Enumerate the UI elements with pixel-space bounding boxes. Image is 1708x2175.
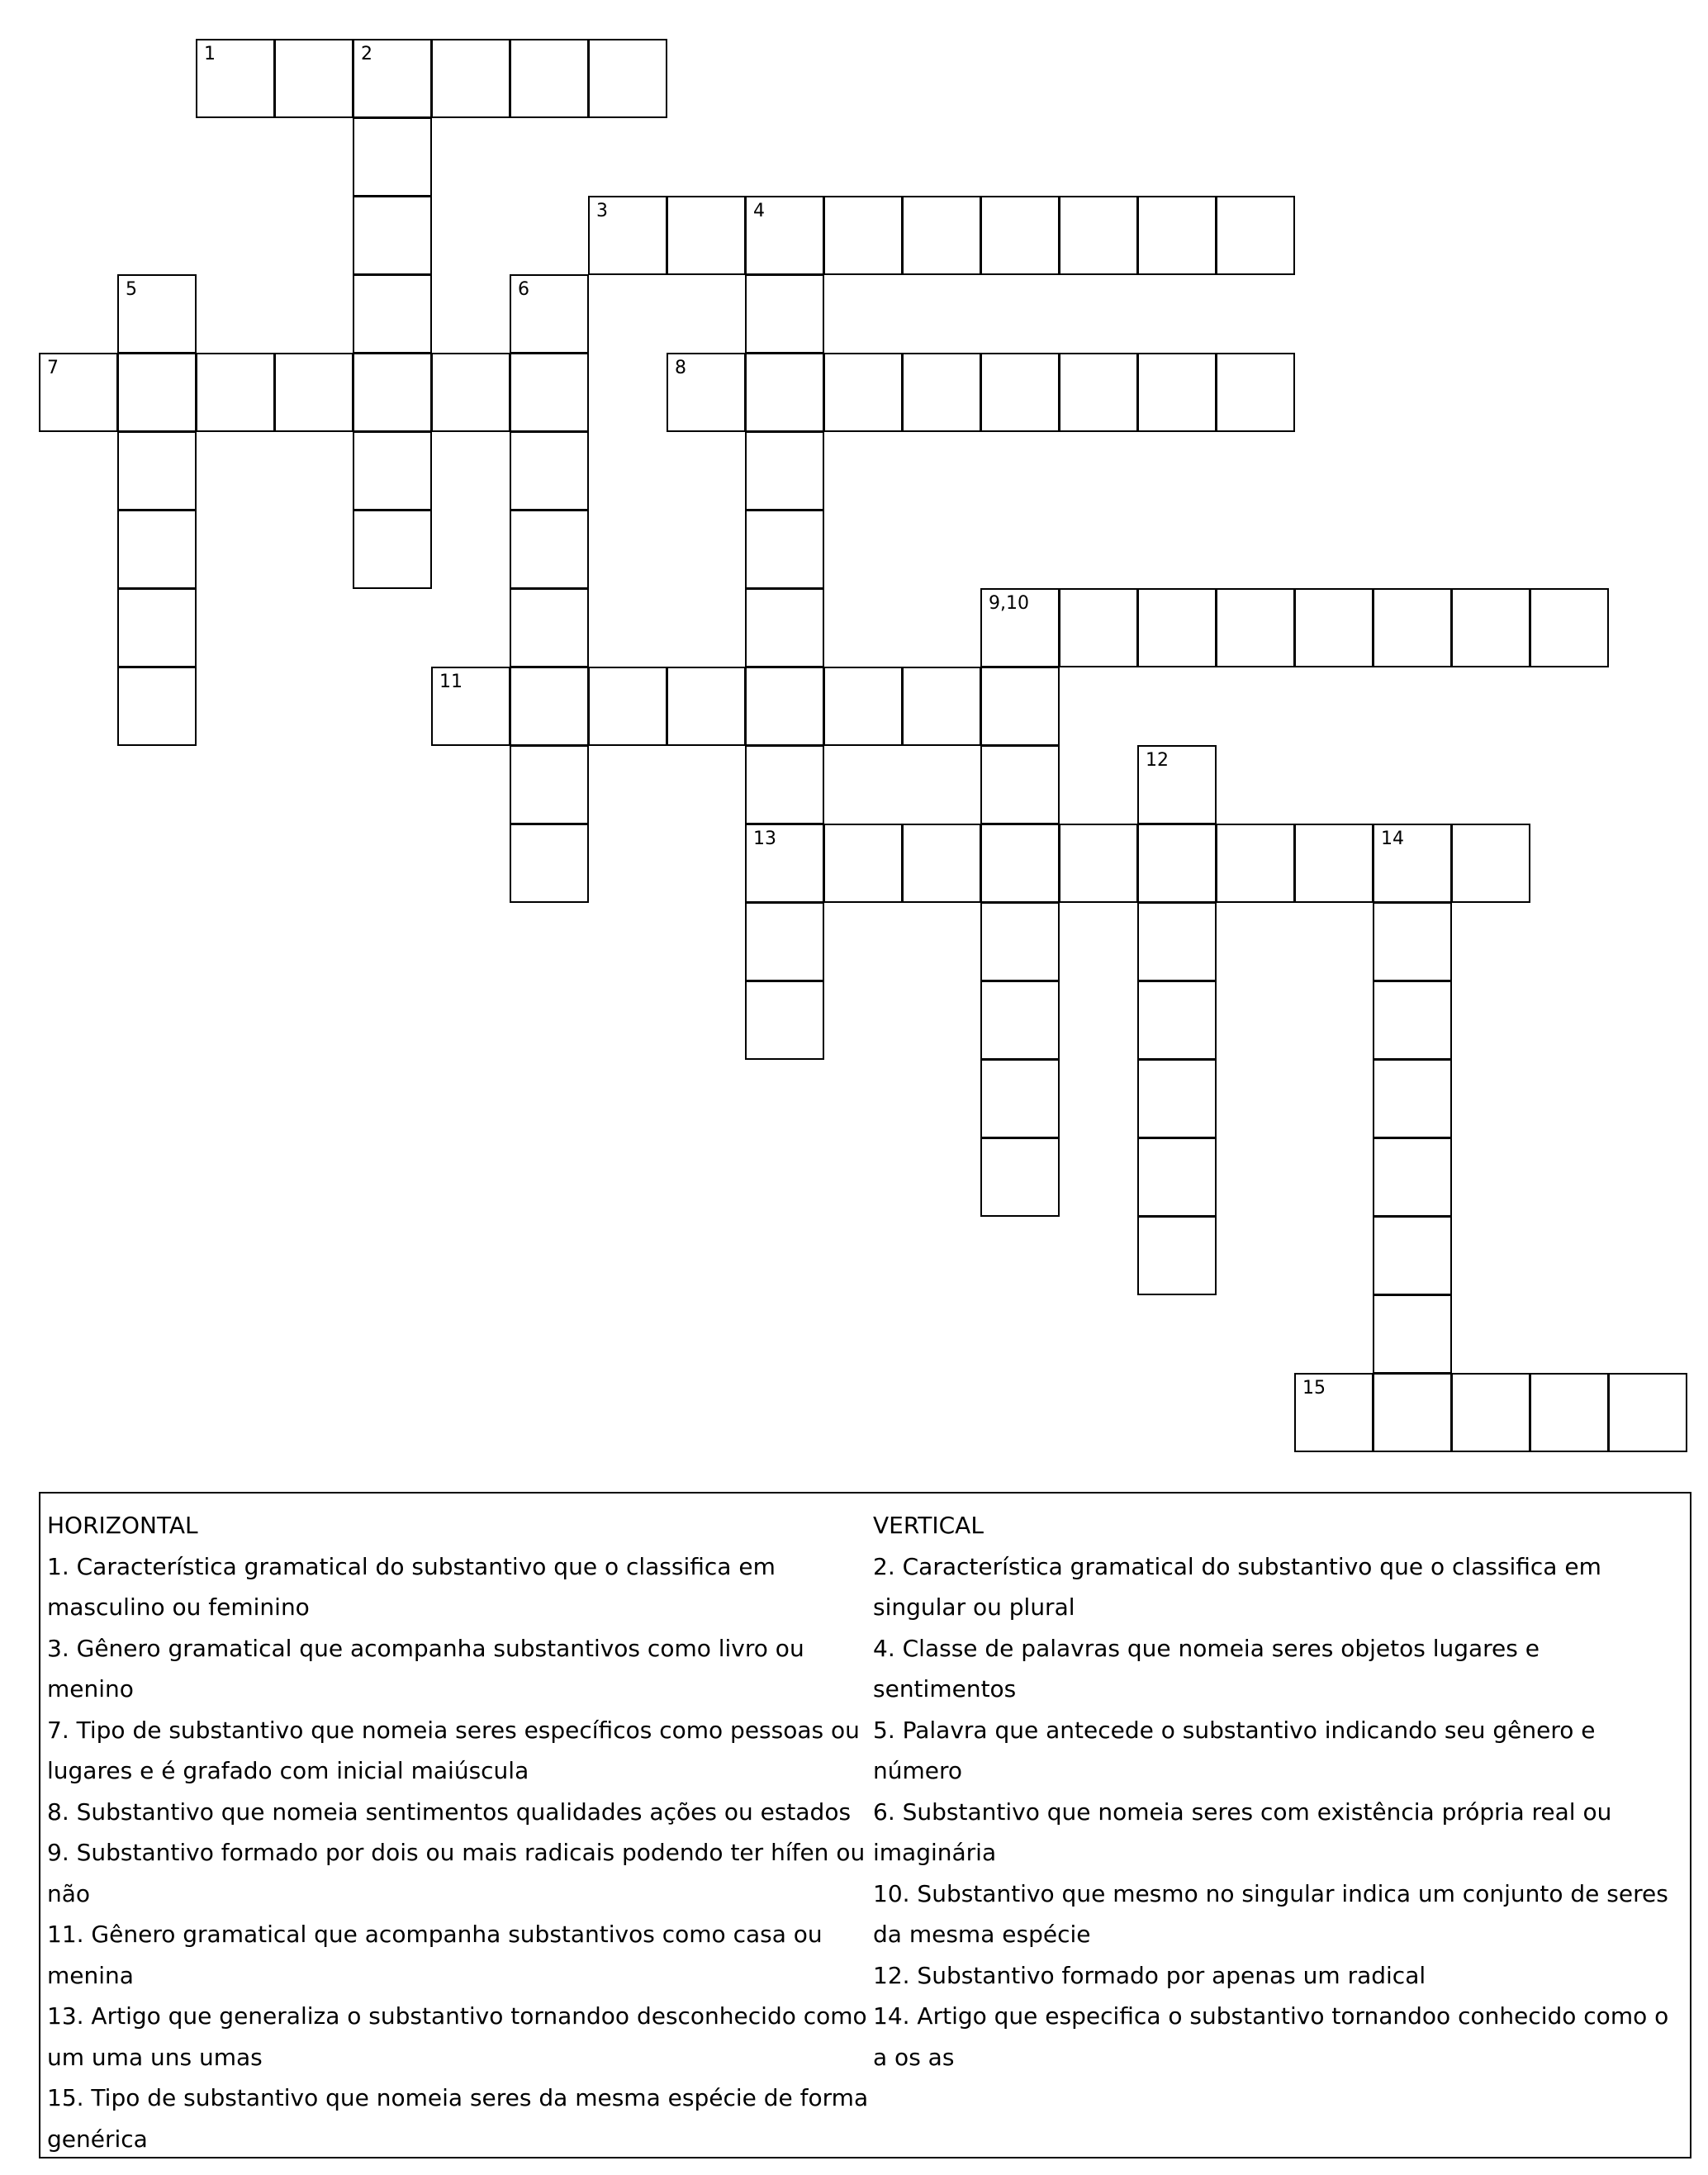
crossword-cell[interactable] bbox=[980, 824, 1060, 903]
crossword-cell[interactable] bbox=[1294, 1373, 1374, 1452]
crossword-cell[interactable] bbox=[510, 824, 589, 903]
clue-number: 5 bbox=[126, 279, 137, 300]
crossword-cell[interactable] bbox=[1137, 824, 1217, 903]
crossword-cell[interactable] bbox=[196, 39, 275, 118]
crossword-cell[interactable] bbox=[510, 431, 589, 511]
crossword-cell[interactable] bbox=[510, 510, 589, 589]
crossword-cell[interactable] bbox=[745, 353, 824, 432]
crossword-cell[interactable] bbox=[510, 274, 589, 354]
crossword-cell[interactable] bbox=[902, 196, 981, 275]
across-heading: HORIZONTAL bbox=[47, 1512, 198, 1539]
crossword-cell[interactable] bbox=[353, 431, 432, 511]
crossword-cell[interactable] bbox=[980, 667, 1060, 746]
crossword-cell[interactable] bbox=[588, 667, 667, 746]
clue-down-4: 4. Classe de palavras que nomeia seres objetos lugares e sentimentos bbox=[873, 1634, 1540, 1702]
down-clues bbox=[873, 1505, 1687, 2078]
down-heading: VERTICAL bbox=[873, 1512, 984, 1539]
clue-across-1: 1. Característica gramatical do substantivo que o classifica em masculino ou feminino bbox=[47, 1552, 776, 1621]
crossword-cell[interactable] bbox=[1373, 981, 1452, 1060]
crossword-cell[interactable] bbox=[510, 588, 589, 667]
crossword-cell[interactable] bbox=[823, 824, 903, 903]
crossword-cell[interactable] bbox=[1137, 981, 1217, 1060]
crossword-cell[interactable] bbox=[1059, 824, 1138, 903]
clue-across-3: 3. Gênero gramatical que acompanha substantivos como livro ou menino bbox=[47, 1634, 804, 1702]
crossword-cell[interactable] bbox=[1137, 353, 1217, 432]
clue-number: 9,10 bbox=[989, 593, 1029, 614]
crossword-cell[interactable] bbox=[1294, 588, 1374, 667]
crossword-cell[interactable] bbox=[1137, 196, 1217, 275]
clue-across-9: 9. Substantivo formado por dois ou mais radicais podendo ter hífen ou não bbox=[47, 1839, 866, 1907]
crossword-cell[interactable] bbox=[117, 353, 197, 432]
crossword-cell[interactable] bbox=[980, 353, 1060, 432]
crossword-cell[interactable] bbox=[980, 902, 1060, 981]
crossword-cell[interactable] bbox=[1373, 1059, 1452, 1138]
crossword-cell[interactable] bbox=[510, 39, 589, 118]
crossword-cell[interactable] bbox=[667, 196, 746, 275]
clue-number: 14 bbox=[1381, 829, 1404, 849]
crossword-cell[interactable] bbox=[980, 1059, 1060, 1138]
clue-down-14: 14. Artigo que especifica o substantivo tornandoo conhecido como o a os as bbox=[873, 2002, 1669, 2071]
crossword-cell[interactable] bbox=[431, 353, 510, 432]
crossword-cell[interactable] bbox=[745, 510, 824, 589]
crossword-cell[interactable] bbox=[980, 588, 1060, 667]
crossword-cell[interactable] bbox=[745, 196, 824, 275]
crossword-cell[interactable] bbox=[353, 39, 432, 118]
crossword-cell[interactable] bbox=[980, 745, 1060, 824]
clue-number: 2 bbox=[361, 44, 372, 64]
crossword-cell[interactable] bbox=[745, 588, 824, 667]
crossword-cell[interactable] bbox=[902, 824, 981, 903]
clue-down-5: 5. Palavra que antecede o substantivo indicando seu gênero e número bbox=[873, 1716, 1596, 1784]
crossword-cell[interactable] bbox=[745, 431, 824, 511]
crossword-cell[interactable] bbox=[745, 667, 824, 746]
clue-across-7: 7. Tipo de substantivo que nomeia seres específicos como pessoas ou lugares e é grafado com inicial maiúscula bbox=[47, 1716, 860, 1784]
crossword-cell[interactable] bbox=[1451, 824, 1530, 903]
clue-across-8: 8. Substantivo que nomeia sentimentos qualidades ações ou estados bbox=[47, 1797, 852, 1826]
crossword-cell[interactable] bbox=[39, 353, 118, 432]
crossword-cell[interactable] bbox=[117, 274, 197, 354]
clue-down-6: 6. Substantivo que nomeia seres com existência própria real ou imaginária bbox=[873, 1797, 1612, 1866]
clue-number: 1 bbox=[204, 44, 216, 64]
crossword-cell[interactable] bbox=[1059, 588, 1138, 667]
crossword-cell[interactable] bbox=[902, 667, 981, 746]
crossword-cell[interactable] bbox=[745, 981, 824, 1060]
crossword-cell[interactable] bbox=[353, 274, 432, 354]
crossword-cell[interactable] bbox=[1373, 588, 1452, 667]
crossword-cell[interactable] bbox=[1059, 196, 1138, 275]
crossword-cell[interactable] bbox=[510, 745, 589, 824]
crossword-cell[interactable] bbox=[1137, 1059, 1217, 1138]
crossword-cell[interactable] bbox=[353, 353, 432, 432]
clue-down-10: 10. Substantivo que mesmo no singular indica um conjunto de seres da mesma espécie bbox=[873, 1879, 1668, 1948]
crossword-cell[interactable] bbox=[1137, 1137, 1217, 1217]
crossword-cell[interactable] bbox=[274, 353, 353, 432]
clue-number: 7 bbox=[47, 358, 59, 378]
crossword-cell[interactable] bbox=[196, 353, 275, 432]
crossword-cell[interactable] bbox=[1216, 353, 1295, 432]
crossword-cell[interactable] bbox=[353, 196, 432, 275]
crossword-cell[interactable] bbox=[1059, 353, 1138, 432]
crossword-cell[interactable] bbox=[1137, 902, 1217, 981]
crossword-cell[interactable] bbox=[745, 745, 824, 824]
crossword-cell[interactable] bbox=[1137, 588, 1217, 667]
crossword-cell[interactable] bbox=[980, 981, 1060, 1060]
clue-box bbox=[39, 1492, 1691, 2158]
crossword-cell[interactable] bbox=[745, 902, 824, 981]
clue-number: 12 bbox=[1146, 750, 1169, 771]
crossword-cell[interactable] bbox=[117, 431, 197, 511]
crossword-cell[interactable] bbox=[1137, 745, 1217, 824]
crossword-cell[interactable] bbox=[1451, 588, 1530, 667]
clue-number: 15 bbox=[1302, 1378, 1326, 1399]
clue-number: 11 bbox=[439, 672, 463, 692]
clue-number: 8 bbox=[675, 358, 686, 378]
crossword-cell[interactable] bbox=[510, 353, 589, 432]
crossword-cell[interactable] bbox=[823, 196, 903, 275]
crossword-cell[interactable] bbox=[902, 353, 981, 432]
clue-down-2: 2. Característica gramatical do substantivo que o classifica em singular ou plural bbox=[873, 1552, 1601, 1621]
crossword-cell[interactable] bbox=[1216, 588, 1295, 667]
crossword-cell[interactable] bbox=[274, 39, 353, 118]
crossword-cell[interactable] bbox=[667, 667, 746, 746]
crossword-cell[interactable] bbox=[117, 667, 197, 746]
crossword-cell[interactable] bbox=[1137, 1216, 1217, 1295]
crossword-cell[interactable] bbox=[353, 117, 432, 197]
crossword-cell[interactable] bbox=[1373, 1137, 1452, 1217]
clue-down-12: 12. Substantivo formado por apenas um radical bbox=[873, 1961, 1426, 1989]
clue-across-13: 13. Artigo que generaliza o substantivo tornandoo desconhecido como um uma uns umas bbox=[47, 2002, 867, 2071]
clue-number: 3 bbox=[596, 201, 608, 221]
crossword-cell[interactable] bbox=[588, 196, 667, 275]
crossword-cell[interactable] bbox=[1216, 824, 1295, 903]
crossword-cell[interactable] bbox=[1373, 824, 1452, 903]
crossword-cell[interactable] bbox=[1608, 1373, 1687, 1452]
crossword-cell[interactable] bbox=[1373, 902, 1452, 981]
crossword-cell[interactable] bbox=[823, 667, 903, 746]
crossword-cell[interactable] bbox=[353, 510, 432, 589]
crossword-cell[interactable] bbox=[823, 353, 903, 432]
clue-number: 6 bbox=[518, 279, 529, 300]
clue-across-11: 11. Gênero gramatical que acompanha substantivos como casa ou menina bbox=[47, 1921, 823, 1989]
crossword-cell[interactable] bbox=[117, 510, 197, 589]
crossword-cell[interactable] bbox=[1216, 196, 1295, 275]
crossword-cell[interactable] bbox=[117, 588, 197, 667]
crossword-cell[interactable] bbox=[745, 274, 824, 354]
crossword-cell[interactable] bbox=[1530, 588, 1609, 667]
crossword-cell[interactable] bbox=[980, 1137, 1060, 1217]
crossword-cell[interactable] bbox=[431, 39, 510, 118]
across-clues bbox=[47, 1505, 869, 2159]
crossword-cell[interactable] bbox=[1373, 1294, 1452, 1374]
crossword-cell[interactable] bbox=[1373, 1216, 1452, 1295]
crossword-cell[interactable] bbox=[510, 667, 589, 746]
clue-number: 13 bbox=[753, 829, 776, 849]
crossword-cell[interactable] bbox=[745, 824, 824, 903]
crossword-cell[interactable] bbox=[431, 667, 510, 746]
crossword-cell[interactable] bbox=[667, 353, 746, 432]
clue-across-15: 15. Tipo de substantivo que nomeia seres da mesma espécie de forma genérica bbox=[47, 2084, 869, 2153]
crossword-cell[interactable] bbox=[1294, 824, 1374, 903]
crossword-cell[interactable] bbox=[1530, 1373, 1609, 1452]
crossword-cell[interactable] bbox=[1373, 1373, 1452, 1452]
crossword-cell[interactable] bbox=[588, 39, 667, 118]
crossword-cell[interactable] bbox=[980, 196, 1060, 275]
crossword-cell[interactable] bbox=[1451, 1373, 1530, 1452]
clue-number: 4 bbox=[753, 201, 765, 221]
